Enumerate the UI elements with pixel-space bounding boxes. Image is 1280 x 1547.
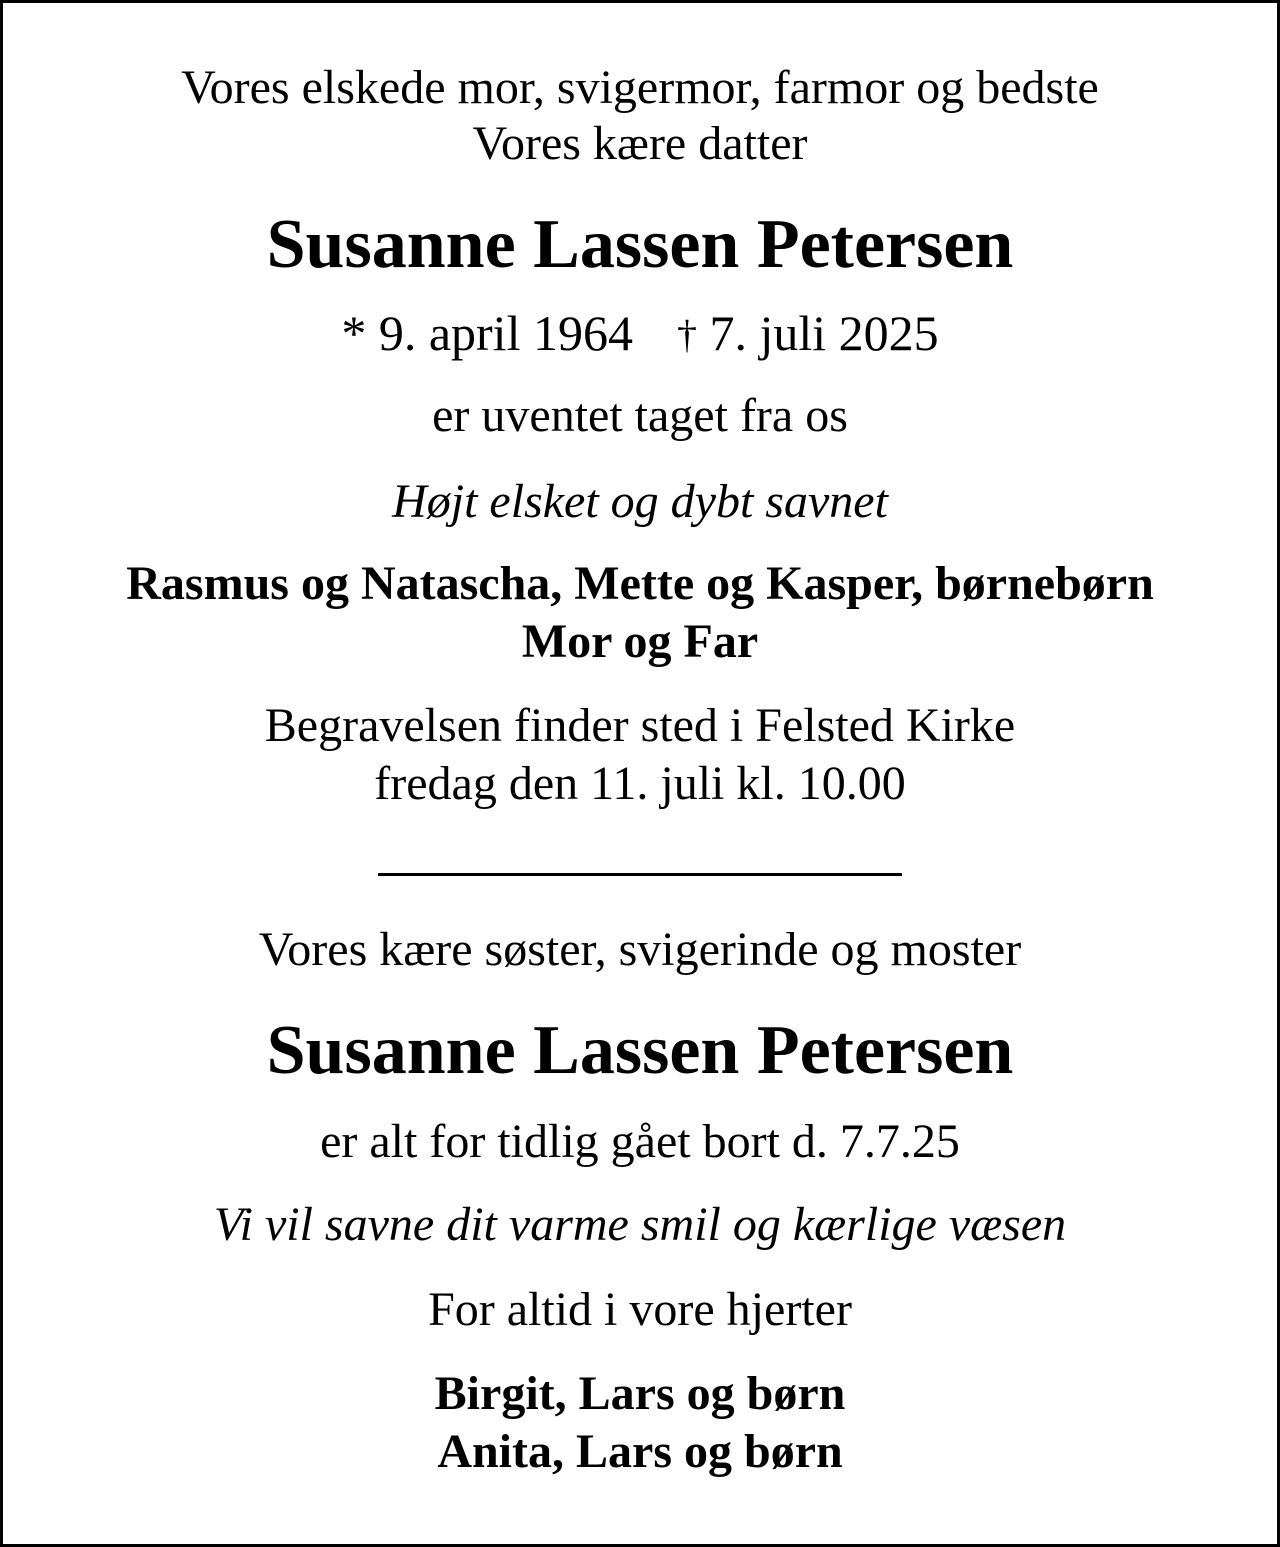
deceased-name: Susanne Lassen Petersen <box>266 206 1014 283</box>
funeral-line-2: fredag den 11. juli kl. 10.00 <box>374 757 906 810</box>
intro-line-1: Vores elskede mor, svigermor, farmor og bedste <box>181 61 1099 114</box>
cross-icon: † <box>676 312 697 357</box>
tribute-line: Højt elsket og dybt savnet <box>392 475 888 528</box>
birth-date: * 9. april 1964 <box>341 305 633 361</box>
family-line-1: Rasmus og Natascha, Mette og Kasper, børnebørn <box>126 557 1154 610</box>
second-tribute-line: Vi vil savne dit varme smil og kærlige væsen <box>213 1198 1067 1251</box>
second-passing-phrase: er alt for tidlig gået bort d. 7.7.25 <box>320 1115 960 1168</box>
second-intro: Vores kære søster, svigerinde og moster <box>258 923 1022 976</box>
section-divider <box>378 873 902 876</box>
passing-phrase: er uventet taget fra os <box>432 389 848 442</box>
funeral-line-1: Begravelsen finder sted i Felsted Kirke <box>264 699 1016 752</box>
intro-line-2: Vores kære datter <box>472 117 808 170</box>
second-family-line-1: Birgit, Lars og børn <box>434 1367 846 1420</box>
life-dates <box>0 305 1280 361</box>
closing-line: For altid i vore hjerter <box>428 1283 852 1336</box>
death-date: 7. juli 2025 <box>709 305 939 361</box>
second-deceased-name: Susanne Lassen Petersen <box>266 1012 1014 1089</box>
second-family-line-2: Anita, Lars og børn <box>437 1425 843 1478</box>
family-line-2: Mor og Far <box>521 615 759 668</box>
